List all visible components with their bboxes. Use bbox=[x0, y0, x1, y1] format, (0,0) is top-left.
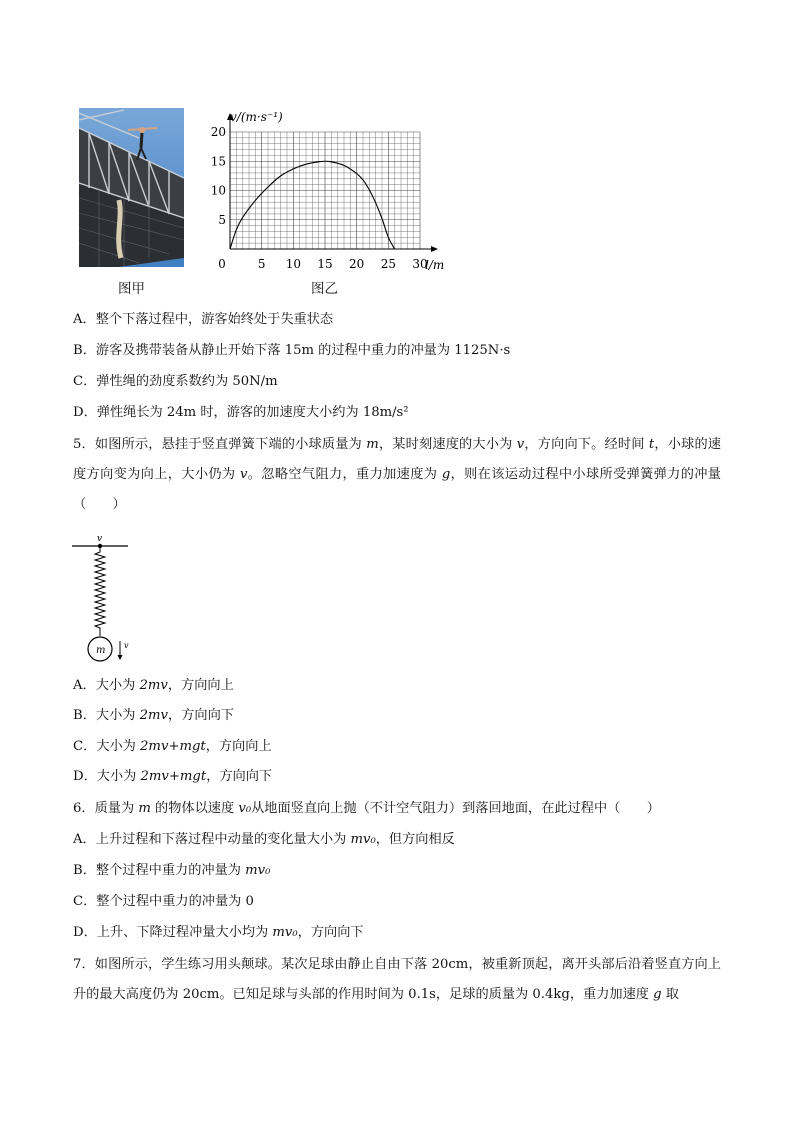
bungee-photo bbox=[79, 108, 184, 267]
y-tick-label: 5 bbox=[218, 212, 226, 227]
q4-option-c: C．弹性绳的劲度系数约为 50N/m bbox=[73, 374, 278, 389]
x-tick-label: 15 bbox=[317, 257, 333, 271]
x-tick-label: 5 bbox=[257, 257, 266, 271]
q6-option-d: D．上升、下降过程冲量大小均为 mv₀，方向向下 bbox=[73, 925, 364, 940]
q5-option-c: C．大小为 2mv+mgt，方向向上 bbox=[73, 739, 272, 754]
chart-grid bbox=[230, 132, 420, 249]
velocity-length-chart bbox=[200, 105, 460, 275]
x-tick-label: 10 bbox=[285, 257, 301, 271]
q4-option-b: B．游客及携带装备从静止开始下落 15m 的过程中重力的冲量为 1125N·s bbox=[73, 343, 511, 358]
y-tick-label: 20 bbox=[210, 125, 226, 139]
q6-option-b: B．整个过程中重力的冲量为 mv₀ bbox=[73, 863, 271, 878]
svg-text:v: v bbox=[124, 641, 129, 650]
x-axis-label: l/m bbox=[425, 258, 445, 272]
photo-caption: 图甲 bbox=[118, 281, 145, 297]
top-label: v bbox=[97, 534, 103, 544]
spring-figure bbox=[70, 530, 140, 665]
graph-caption: 图乙 bbox=[311, 281, 338, 297]
y-tick-label: 15 bbox=[210, 154, 226, 169]
x-tick-label: 30 bbox=[412, 257, 428, 271]
x-tick-label: 20 bbox=[349, 257, 365, 271]
y-tick-label: 10 bbox=[210, 183, 226, 198]
q4-option-d: D．弹性绳长为 24m 时，游客的加速度大小约为 18m/s² bbox=[73, 405, 409, 420]
q4-option-a: A．整个下落过程中，游客始终处于失重状态 bbox=[73, 312, 334, 327]
q5-option-a: A．大小为 2mv，方向向上 bbox=[73, 678, 234, 693]
x-axis-arrow bbox=[431, 246, 438, 252]
q6-stem: 6．质量为 m 的物体以速度 v₀从地面竖直向上抛（不计空气阻力）到落回地面，在此过程中（ ） bbox=[73, 801, 660, 816]
x-tick-label: 0 bbox=[218, 257, 226, 271]
q6-option-c: C．整个过程中重力的冲量为 0 bbox=[73, 894, 254, 909]
y-axis-label: v/(m·s⁻¹) bbox=[230, 110, 283, 124]
q5-option-b: B．大小为 2mv，方向向下 bbox=[73, 708, 234, 723]
ball-label: m bbox=[96, 645, 106, 656]
q6-option-a: A．上升过程和下落过程中动量的变化量大小为 mv₀，但方向相反 bbox=[73, 832, 455, 847]
q7-stem: 7．如图所示，学生练习用头颠球。某次足球由静止自由下落 20cm，被重新顶起，离开头部后沿着竖直方向上升的最大高度仍为 20cm。已知足球与头部的作用时间为 0.1s，足球的质量为 0.4kg，重力加速度 g 取 bbox=[73, 957, 721, 1002]
q5-stem: 5．如图所示，悬挂于竖直弹簧下端的小球质量为 m，某时刻速度的大小为 v，方向向下。经时间 t，小球的速度方向变为向上，大小仍为 v。忽略空气阻力，重力加速度为 g，则在该运动过程中小球所受弹簧弹力的冲量（ ） bbox=[73, 437, 721, 512]
x-tick-label: 25 bbox=[380, 257, 396, 271]
q5-option-d: D．大小为 2mv+mgt，方向向下 bbox=[73, 769, 273, 784]
spring-coil bbox=[95, 548, 105, 636]
chart-axes bbox=[227, 113, 438, 252]
